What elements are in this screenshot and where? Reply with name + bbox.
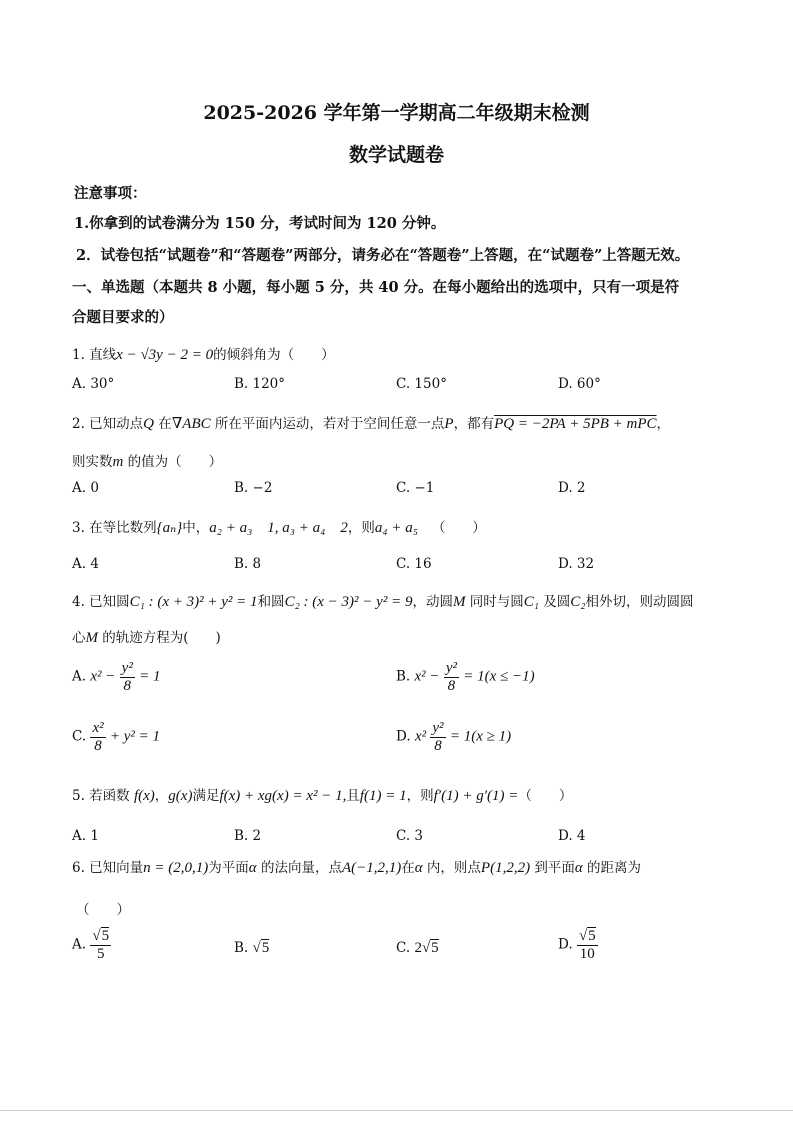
q3-condition: a₂ + a₃ 1, a₃ + a₄ 2: [209, 520, 348, 536]
q4-option-b: [396, 660, 535, 694]
q5-prefix: 5. 若函数: [72, 788, 130, 804]
notice-heading: 注意事项：: [74, 185, 147, 202]
q4-a-expr: = 1: [139, 668, 161, 685]
q4-text: 的轨迹方程为( ): [98, 630, 221, 646]
q4-c1: C₁: [523, 594, 539, 610]
q2-text: 所在平面内运动，若对于空间任意一点: [210, 416, 445, 432]
q4-b-label: B.: [396, 668, 411, 685]
q4-var-m: M: [85, 630, 98, 646]
q6-point-a: A(−1,2,1): [341, 860, 402, 876]
q4-option-c: [72, 720, 160, 754]
q5-condition: f(1) = 1: [359, 788, 407, 804]
q1-suffix: 的倾斜角为（ ）: [213, 347, 335, 363]
q6-text: 为平面: [208, 860, 249, 876]
q6-c-label: C.: [396, 940, 411, 956]
fraction-denominator: 8: [123, 677, 131, 694]
q4-c-label: C.: [72, 728, 87, 745]
q2-var-m: m: [112, 454, 124, 470]
fraction-numerator: y²: [432, 720, 444, 736]
q6-option-b: [234, 940, 269, 957]
section-heading-cont: 合题目要求的）: [72, 309, 174, 326]
fraction-denominator: 10: [579, 945, 595, 962]
q6-b-label: B.: [234, 940, 249, 956]
q1-equation: x − √3y − 2 = 0: [116, 347, 214, 363]
sqrt-radicand: 5: [588, 928, 596, 944]
fraction-denominator: 8: [434, 737, 442, 754]
section-heading: 一、单选题（本题共 8 小题，每小题 5 分，共 40 分。在每小题给出的选项中，只有一项是符: [72, 279, 680, 296]
q4-prefix: 4. 已知圆: [72, 594, 130, 610]
question-4-cont: [72, 626, 221, 647]
q3-target: a₄ + a₅: [374, 520, 418, 536]
q3-option-b: B. 8: [234, 556, 262, 572]
q6-plane: α: [248, 860, 257, 876]
q2-text: 在: [154, 416, 172, 432]
q4-d-fraction: [430, 720, 445, 754]
q4-a-label: A.: [72, 668, 87, 685]
q3-sequence: {aₙ}: [156, 520, 183, 536]
q6-b-value: √5: [252, 940, 270, 956]
coefficient: 2: [414, 940, 422, 956]
q5-option-a: A. 1: [72, 828, 99, 844]
q2-vector-equation: PQ = −2PA + 5PB + mPC: [494, 416, 657, 432]
q5-suffix: （ ）: [518, 788, 573, 804]
q2-option-b: B. −2: [234, 480, 273, 496]
q4-d-expr: = 1(x ≥ 1): [449, 728, 512, 745]
q6-option-c: [396, 940, 439, 957]
q5-option-d: D. 4: [558, 828, 586, 844]
q5-option-c: C. 3: [396, 828, 424, 844]
q5-option-b: B. 2: [234, 828, 262, 844]
fraction-numerator: y²: [445, 660, 457, 676]
notice-item-2: 2．试卷包括“试题卷”和“答题卷”两部分，请务必在“答题卷”上答题，在“试题卷”上答题无效。: [76, 247, 690, 264]
q4-text: ，动圆: [412, 594, 453, 610]
q5-f: f(x): [133, 788, 155, 804]
question-6: [72, 856, 641, 877]
q4-option-a: [72, 660, 161, 694]
q4-a-fraction: [120, 660, 135, 694]
sqrt-radicand: 5: [261, 940, 270, 956]
q2-point-p: P: [444, 416, 454, 432]
q1-prefix: 1. 直线: [72, 347, 117, 363]
q5-text: ，: [154, 788, 169, 804]
q1-option-d: D. 60°: [558, 376, 601, 392]
fraction-numerator: x²: [92, 720, 104, 736]
q5-text: 且: [346, 788, 360, 804]
q4-c-fraction: [90, 720, 105, 754]
question-2-cont: [72, 450, 222, 471]
q6-d-label: D.: [558, 936, 573, 953]
q4-a-expr: x² −: [90, 668, 116, 685]
q6-a-label: A.: [72, 936, 87, 953]
question-4: [72, 590, 694, 611]
q6-text: 的法向量，点: [256, 860, 342, 876]
fraction-numerator: √5: [578, 928, 596, 944]
q6-prefix: 6. 已知向量: [72, 860, 144, 876]
q2-triangle: ∇ABC: [171, 416, 211, 432]
q1-option-c: C. 150°: [396, 376, 447, 392]
q4-c-expr: + y² = 1: [109, 728, 161, 745]
fraction-numerator: √5: [92, 928, 110, 944]
fraction-denominator: 8: [447, 677, 456, 694]
q2-text: 则实数: [72, 454, 113, 470]
q4-circle-m: M: [452, 594, 466, 610]
question-1: [72, 343, 335, 364]
q4-b-fraction: [444, 660, 459, 694]
q4-option-d: [396, 720, 511, 754]
q6-text: 的距离为: [582, 860, 642, 876]
q5-g: g(x): [168, 788, 193, 804]
q4-text: 心: [72, 630, 86, 646]
q3-option-d: D. 32: [558, 556, 595, 572]
q1-option-a: A. 30°: [72, 376, 115, 392]
q4-circle-2: C₂ : (x − 3)² − y² = 9: [284, 594, 413, 610]
q3-text: 中，: [182, 520, 210, 536]
q4-c2: C₂: [570, 594, 586, 610]
q3-suffix: （ ）: [431, 520, 486, 536]
q6-a-fraction: [90, 928, 111, 962]
question-6-cont: （ ）: [76, 902, 130, 918]
q2-option-c: C. −1: [396, 480, 435, 496]
notice-item-1: 1.你拿到的试卷满分为 150 分，考试时间为 120 分钟。: [74, 215, 446, 232]
q6-plane: α: [574, 860, 583, 876]
q4-d-label: D.: [396, 728, 411, 745]
q6-plane: α: [414, 860, 423, 876]
exam-title: 2025-2026 学年第一学期高二年级期末检测: [203, 102, 590, 124]
q4-text: 和圆: [257, 594, 285, 610]
q4-b-expr: = 1(x ≤ −1): [463, 668, 535, 685]
q3-text: ，则: [347, 520, 375, 536]
q6-normal-vector: n = (2,0,1): [143, 860, 209, 876]
exam-subtitle: 数学试题卷: [348, 144, 444, 166]
q4-text: 及圆: [538, 594, 571, 610]
q3-prefix: 3. 在等比数列: [72, 520, 157, 536]
sqrt-radicand: 5: [101, 928, 110, 944]
page-bottom-divider: [0, 1110, 793, 1111]
question-5: [72, 784, 572, 805]
q1-option-b: B. 120°: [234, 376, 286, 392]
q2-point-q: Q: [143, 416, 155, 432]
q2-option-d: D. 2: [558, 480, 586, 496]
question-2: 2. 已知动点Q 在∇ABC 所在平面内运动，若对于空间任意一点P，都有PQ = −2PA + 5PB + mPC，: [72, 416, 671, 432]
fraction-denominator: 8: [94, 737, 102, 754]
q5-equation: f(x) + xg(x) = x² − 1,: [219, 788, 347, 804]
q2-prefix: 2. 已知动点: [72, 416, 144, 432]
q6-option-a: [72, 928, 111, 962]
q2-text: 的值为（ ）: [123, 454, 223, 470]
fraction-denominator: 5: [96, 945, 105, 962]
q6-point-p: P(1,2,2): [480, 860, 531, 876]
sqrt-radicand: 5: [431, 940, 439, 956]
q2-text: ，都有: [453, 416, 495, 432]
q6-d-fraction: [577, 928, 598, 962]
q4-d-expr: x²: [414, 728, 427, 745]
fraction-numerator: y²: [121, 660, 133, 676]
q4-circle-1: C₁ : (x + 3)² + y² = 1: [129, 594, 258, 610]
q6-option-d: [558, 928, 598, 962]
q3-option-c: C. 16: [396, 556, 432, 572]
q3-option-a: A. 4: [72, 556, 99, 572]
q2-option-a: A. 0: [72, 480, 99, 496]
question-3: [72, 516, 486, 537]
q6-c-value: 2√5: [414, 940, 439, 956]
q6-text: 内，则点: [422, 860, 481, 876]
q5-target: f′(1) + g′(1) =: [433, 788, 519, 804]
q6-text: 在: [401, 860, 415, 876]
q5-text: ，则: [406, 788, 434, 804]
q4-text: 同时与圆: [465, 594, 524, 610]
q4-b-expr: x² −: [414, 668, 440, 685]
q6-text: 到平面: [530, 860, 575, 876]
q4-text: 相外切，则动圆圆: [585, 594, 694, 610]
q5-text: 满足: [192, 788, 220, 804]
